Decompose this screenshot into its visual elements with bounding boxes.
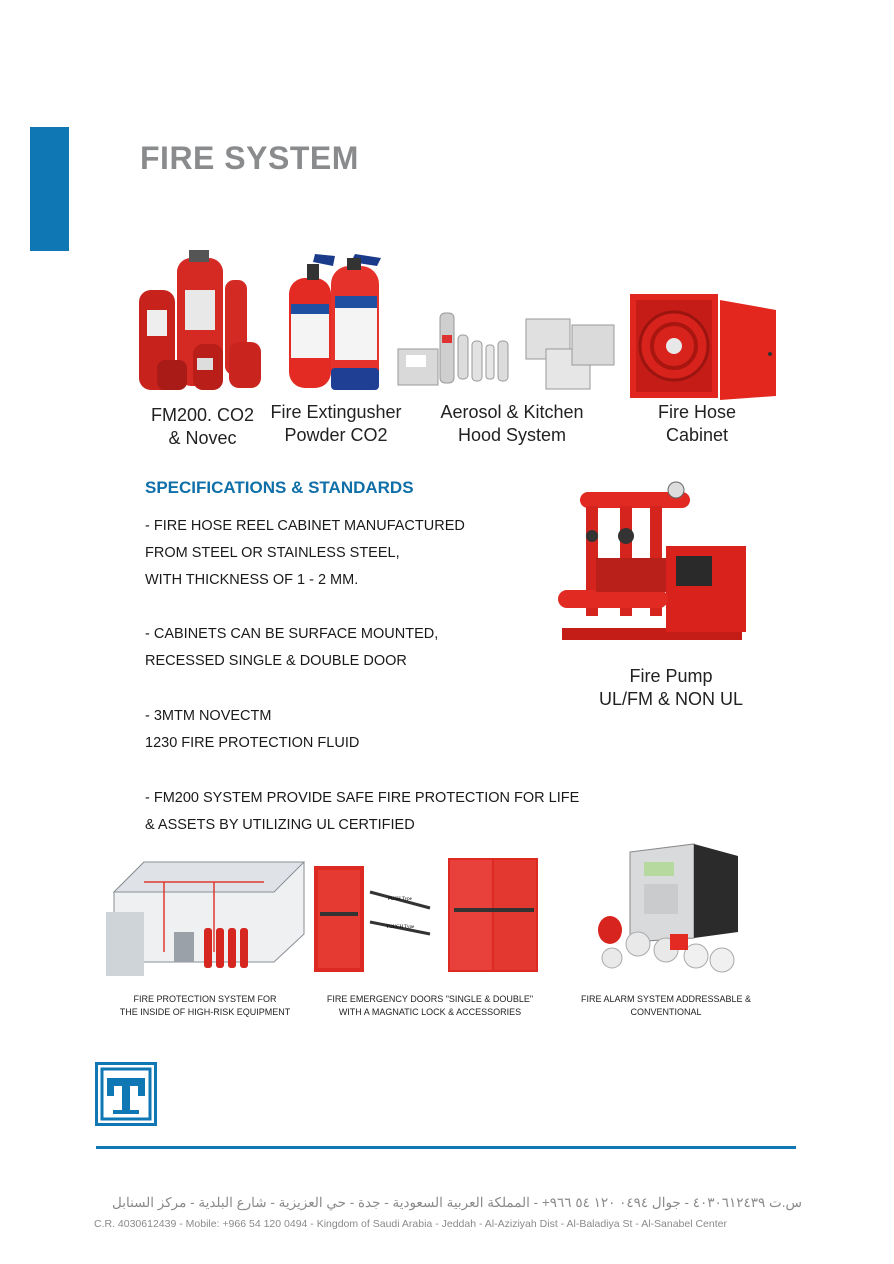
bottom-caption-emergency-doors: FIRE EMERGENCY DOORS "SINGLE & DOUBLE" WITH A MAGNATIC LOCK & ACCESSORIES (326, 994, 534, 1017)
footer-address-english: C.R. 4030612439 - Mobile: +966 54 120 0494 - Kingdom of Saudi Arabia - Jeddah - Al-Aziziyah Dist - Al-Baladiya St - Al-Sanabel Center (94, 1218, 727, 1230)
product-caption-extinguisher: Fire Extingusher Powder CO2 (270, 402, 402, 445)
fire-extinguisher-image (285, 252, 385, 392)
spec-paragraph-4: - FM200 SYSTEM PROVIDE SAFE FIRE PROTECTION FOR LIFE & ASSETS BY UTILIZING UL CERTIFIED (145, 790, 580, 833)
footer-divider (96, 1146, 796, 1149)
spec-paragraph-2: - CABINETS CAN BE SURFACE MOUNTED, RECESSED SINGLE & DOUBLE DOOR (145, 626, 439, 669)
room-protection-diagram-image (104, 852, 306, 978)
company-logo (95, 1062, 157, 1126)
specs-heading: SPECIFICATIONS & STANDARDS (145, 478, 414, 497)
accent-bar (30, 127, 69, 251)
fire-hose-cabinet-image (628, 292, 780, 404)
product-caption-aerosol: Aerosol & Kitchen Hood System (440, 402, 584, 445)
bottom-caption-fire-alarm: FIRE ALARM SYSTEM ADDRESSABLE & CONVENTIONAL (580, 994, 752, 1017)
fire-suppression-cylinders-image (137, 250, 265, 395)
footer-address-arabic: س.ت ٤٠٣٠٦١٢٤٣٩ - جوال ٠٤٩٤ ١٢٠ ٥٤ ٩٦٦+ - المملكة العربية السعودية - جدة - حي العزيزية - شارع البلدية - مركز السنابل (111, 1195, 802, 1210)
page-title: FIRE SYSTEM (140, 140, 359, 176)
fire-pump-caption: Fire Pump UL/FM & NON UL (598, 666, 744, 709)
spec-paragraph-3: - 3MTM NOVECTM 1230 FIRE PROTECTION FLUID (145, 708, 360, 751)
bottom-caption-room-protection: FIRE PROTECTION SYSTEM FOR THE INSIDE OF HIGH-RISK EQUIPMENT (119, 994, 291, 1017)
door-label-push: PUSH Type (388, 897, 412, 902)
fire-pump-image (556, 478, 748, 646)
emergency-doors-image (314, 850, 540, 974)
product-caption-hose-cabinet: Fire Hose Cabinet (657, 402, 737, 445)
product-caption-fm200: FM200. CO2 & Novec (150, 405, 255, 448)
spec-paragraph-1: - FIRE HOSE REEL CABINET MANUFACTURED FROM STEEL OR STAINLESS STEEL, WITH THICKNESS OF 1 - 2 MM. (145, 518, 465, 588)
aerosol-generator-image (396, 305, 618, 393)
fire-alarm-panel-image (594, 842, 742, 976)
door-label-touch: TOUCH Type (386, 925, 415, 930)
